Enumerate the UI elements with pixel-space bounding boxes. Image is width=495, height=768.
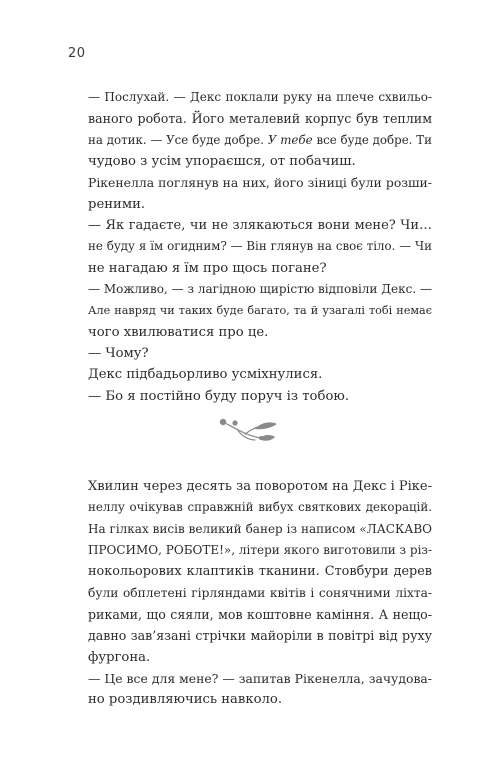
text-section-1 (88, 87, 432, 407)
text-line: — Як гадаєте, чи не злякаються вони мене? Чи… (88, 218, 432, 234)
text-section-2 (88, 476, 432, 711)
text-line: фургона. (88, 649, 151, 665)
text-line: Але навряд чи таких буде багато, та й узагалі тобі немає (88, 304, 432, 318)
text-line: неллу очікував справжній вибух святкових декорацій. (88, 500, 432, 515)
text-line: риками, що сяяли, мов коштовне каміння. А нещо- (88, 607, 432, 623)
text-line: — Чому? (88, 346, 149, 362)
text-line: нокольорових клаптиків тканини. Стовбури дерев (88, 564, 432, 580)
text-line: ваного робота. Його металевий корпус був теплим (88, 111, 432, 127)
text-line: Декс підбадьорливо усміхнулися. (88, 367, 323, 383)
text-line: — Можливо, — з лагідною щирістю відповіли Декс. — (88, 282, 432, 297)
text-line: не буду я їм огидним? — Він глянув на своє тіло. — Чи (88, 239, 432, 254)
text-line: На гілках висів великий банер із написом «ЛАСКАВО (88, 521, 432, 536)
text-line: чого хвилюватися про це. (88, 324, 269, 340)
text-line: були обплетені гірляндами квітів і сонячними ліхта- (88, 585, 432, 600)
page-number: 20 (68, 46, 86, 61)
text-line: ПРОСИМО, РОБОТЕ!», літери якого виготовили з різ- (88, 543, 433, 558)
text-line: на дотик. — Усе буде добре. У тебе все буде добре. Ти (88, 132, 433, 147)
text-line: Рікенелла поглянув на них, його зіниці були розши- (88, 175, 432, 191)
flower-sprig-ornament-icon (215, 414, 281, 444)
text-line: но роздивляючись навколо. (88, 692, 283, 708)
text-line: — Послухай. — Декс поклали руку на плече схвильо- (88, 90, 432, 104)
text-line: — Бо я постійно буду поруч із тобою. (88, 388, 350, 404)
text-line: реними. (88, 196, 146, 212)
text-line: чудово з усім упораєшся, от побачиш. (88, 154, 356, 170)
text-line: Хвилин через десять за поворотом на Декс і Ріке- (88, 479, 432, 494)
text-line: — Це все для мене? — запитав Рікенелла, зачудова- (88, 671, 432, 687)
text-line: не нагадаю я їм про щось погане? (88, 260, 327, 276)
text-line: давно зав’язані стрічки майоріли в повітрі від руху (88, 628, 432, 644)
